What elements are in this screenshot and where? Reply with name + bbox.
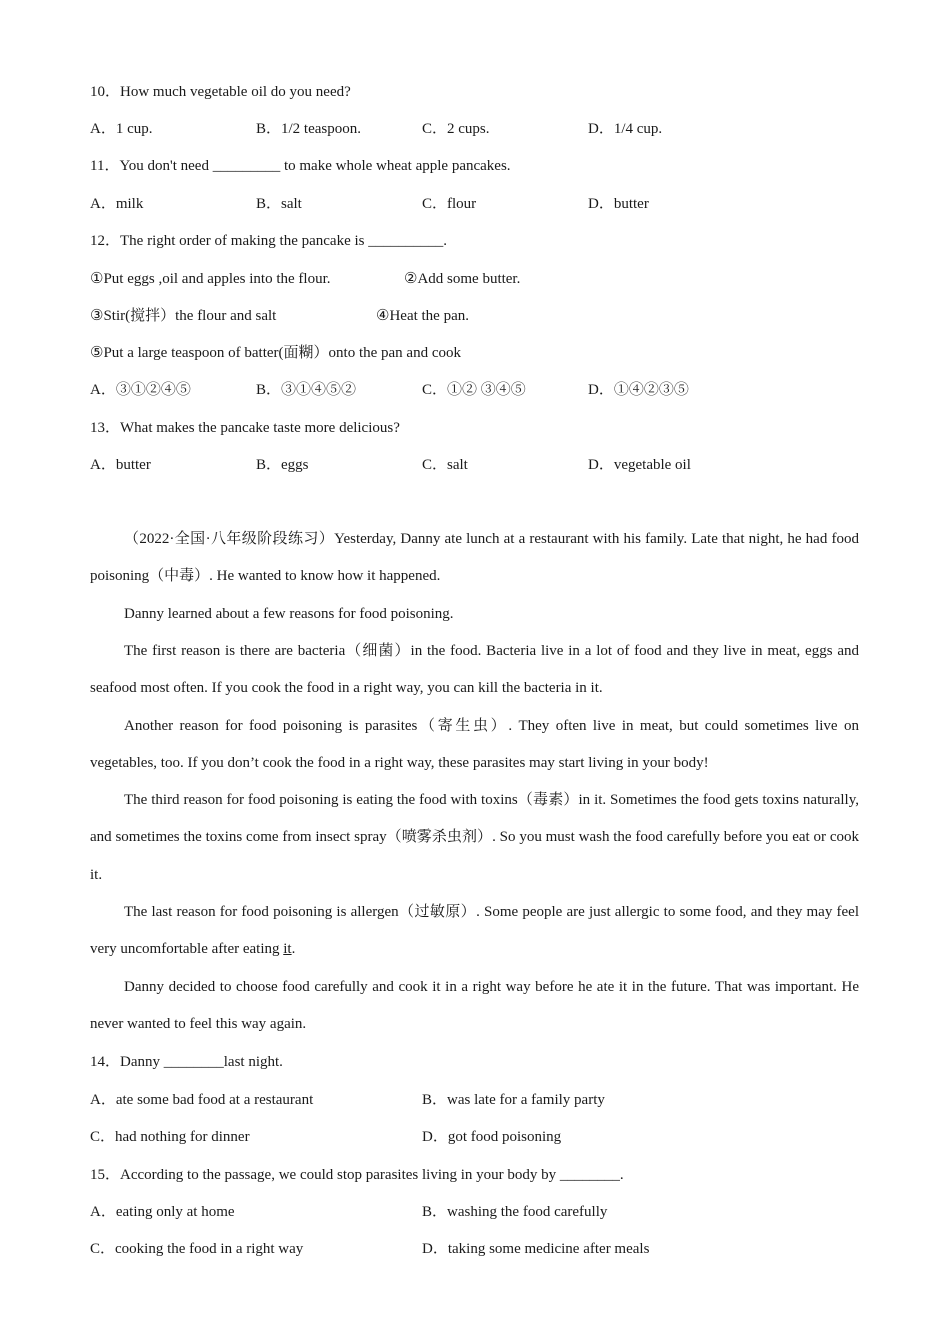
passage-paragraph-7: Danny decided to choose food carefully and cook it in a right way before he ate it in the future. That was important. He never wanted to feel this way again.: [90, 979, 859, 1033]
question-12-option-a[interactable]: A．③①②④⑤: [90, 382, 191, 398]
passage-paragraph-6: [90, 894, 859, 969]
question-15-option-a[interactable]: A．eating only at home: [90, 1204, 235, 1220]
question-12-step-3: ③Stir(搅拌）the flour and salt: [90, 308, 277, 324]
question-14-stem: 14．Danny ________last night.: [90, 1054, 283, 1070]
passage-paragraph-3: The first reason is there are bacteria（细菌）in the food. Bacteria live in a lot of food and they live in meat, eggs and seafood most often. If you cook the food in a right way, you can kill the bacteria in it.: [90, 643, 859, 697]
question-10-stem: 10．How much vegetable oil do you need?: [90, 84, 351, 100]
question-10-option-b[interactable]: B．1/2 teaspoon.: [256, 121, 361, 137]
passage-paragraph-5: The third reason for food poisoning is eating the food with toxins（毒素）in it. Sometimes the food gets toxins naturally, and sometimes the toxins come from insect spray（喷雾杀虫剂）. So you must wash the food carefully before you eat or cook it.: [90, 792, 859, 883]
question-10-option-a[interactable]: A．1 cup.: [90, 121, 153, 137]
question-15-option-d[interactable]: D．taking some medicine after meals: [422, 1241, 650, 1257]
passage-paragraph-1: （2022·全国·八年级阶段练习）Yesterday, Danny ate lunch at a restaurant with his family. Late that night, he had food poisoning（中毒）. He wanted to know how it happened.: [90, 531, 859, 585]
question-15-option-b[interactable]: B．washing the food carefully: [422, 1204, 608, 1220]
question-11-option-d[interactable]: D．butter: [588, 196, 649, 212]
question-11-option-c[interactable]: C．flour: [422, 196, 477, 212]
passage-paragraph-2: Danny learned about a few reasons for food poisoning.: [124, 606, 454, 622]
question-14-option-d[interactable]: D．got food poisoning: [422, 1129, 562, 1145]
question-11-option-a[interactable]: A．milk: [90, 196, 144, 212]
question-12-stem: 12．The right order of making the pancake is __________.: [90, 233, 447, 249]
question-13-option-a[interactable]: A．butter: [90, 457, 151, 473]
question-14-option-b[interactable]: B．was late for a family party: [422, 1092, 605, 1108]
question-12-option-c[interactable]: C．①② ③④⑤: [422, 382, 526, 398]
question-11-option-b[interactable]: B．salt: [256, 196, 302, 212]
passage-paragraph-4: Another reason for food poisoning is parasites（寄生虫）. They often live in meat, but could sometimes live on vegetables, too. If you don’t cook the food in a right way, these parasites may start living in your body!: [90, 718, 859, 772]
question-15-stem: 15．According to the passage, we could stop parasites living in your body by ________.: [90, 1167, 624, 1183]
question-12-step-1: ①Put eggs ,oil and apples into the flour.: [90, 271, 331, 287]
question-10-option-d[interactable]: D．1/4 cup.: [588, 121, 663, 137]
question-15-option-c[interactable]: C．cooking the food in a right way: [90, 1241, 304, 1257]
question-14-option-a[interactable]: A．ate some bad food at a restaurant: [90, 1092, 314, 1108]
question-12-step-4: ④Heat the pan.: [376, 308, 469, 324]
question-13-option-c[interactable]: C．salt: [422, 457, 468, 473]
passage-paragraph-6-text: The last reason for food poisoning is allergen（过敏原）. Some people are just allergic to some food, and they may feel very uncomfortable after eating: [90, 904, 859, 958]
question-12-step-5: ⑤Put a large teaspoon of batter(面糊）onto the pan and cook: [90, 345, 461, 361]
question-13-stem: 13．What makes the pancake taste more delicious?: [90, 420, 400, 436]
question-14-option-c[interactable]: C．had nothing for dinner: [90, 1129, 250, 1145]
underlined-word: it: [283, 941, 292, 958]
question-11-stem: 11．You don't need _________ to make whole wheat apple pancakes.: [90, 158, 511, 174]
question-10-option-c[interactable]: C．2 cups.: [422, 121, 490, 137]
question-12-option-d[interactable]: D．①④②③⑤: [588, 382, 689, 398]
question-13-option-b[interactable]: B．eggs: [256, 457, 309, 473]
question-13-option-d[interactable]: D．vegetable oil: [588, 457, 691, 473]
question-12-option-b[interactable]: B．③①④⑤②: [256, 382, 357, 398]
passage-paragraph-6-end: .: [291, 941, 296, 958]
question-12-step-2: ②Add some butter.: [404, 271, 521, 287]
